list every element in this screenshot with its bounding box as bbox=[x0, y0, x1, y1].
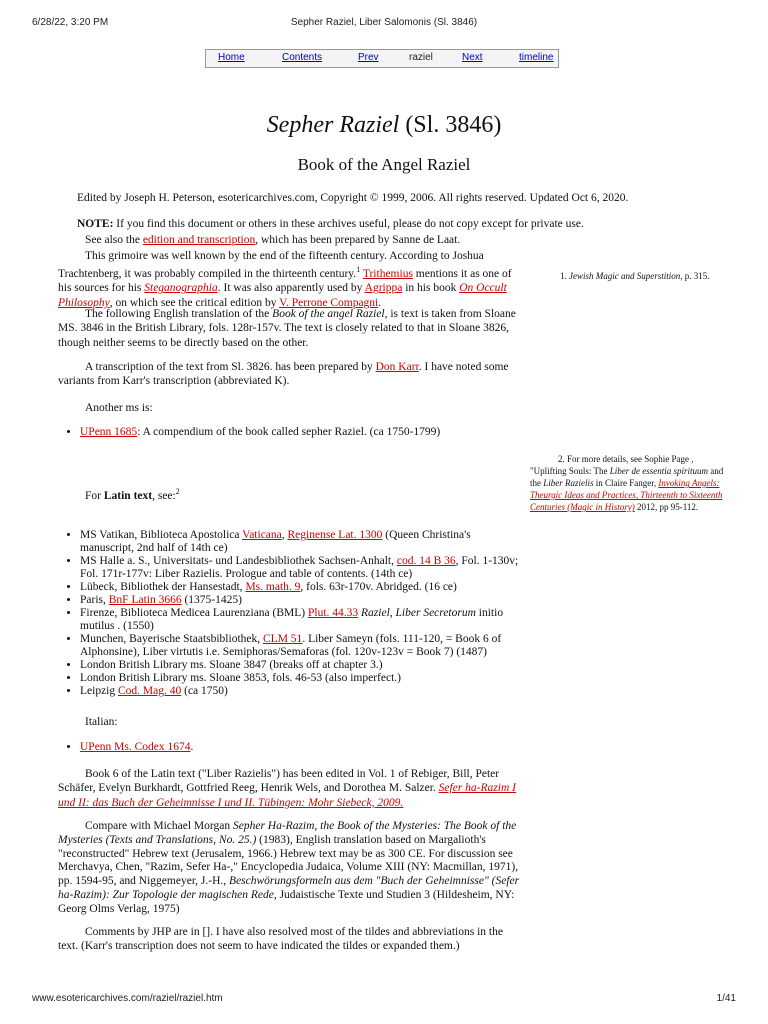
footnote-2 bbox=[530, 453, 730, 513]
translation-italic: Book of the angel Raziel bbox=[272, 308, 385, 320]
nav-prev-link[interactable]: Prev bbox=[358, 52, 379, 63]
trithemius-link[interactable]: Trithemius bbox=[362, 268, 413, 281]
occult-philosophy-link[interactable]: On Occult Philosophy bbox=[58, 282, 507, 309]
upenn-1685-text: : A compendium of the book called sepher Raziel. (ca 1750-1799) bbox=[137, 426, 441, 438]
item-text: London British Library ms. Sloane 3853, fols. 46-53 (also imperfect.) bbox=[80, 672, 401, 684]
footnote-2-text-2: and the bbox=[530, 466, 724, 488]
footnote-2-text-4: 2012, pp 95-112. bbox=[634, 502, 699, 512]
edition-link[interactable]: edition and transcription bbox=[142, 234, 256, 246]
see-also-pre: See also the bbox=[85, 234, 143, 246]
nav-next-link[interactable]: Next bbox=[462, 52, 483, 63]
print-page-number: 1/41 bbox=[716, 993, 736, 1004]
note-text: If you find this document or others in these archives useful, please do not copy except for private use. bbox=[113, 218, 584, 230]
another-ms-label: Another ms is: bbox=[85, 402, 153, 414]
footnote-1-num: 1. bbox=[560, 271, 569, 281]
title-italic: Sepher Raziel bbox=[266, 112, 400, 138]
compare-italic-1: Sepher Ha-Razim, the Book of the Mysteries: The Book of the Mysteries (Texts and Translations, No. 25.) bbox=[58, 820, 517, 846]
latin-heading-post: , see: bbox=[152, 489, 176, 502]
item-text: (ca 1750) bbox=[181, 685, 228, 697]
nav-contents-link[interactable]: Contents bbox=[282, 52, 323, 63]
list-item bbox=[80, 555, 525, 581]
intro-text-3: mentions it as one of his sources for his bbox=[58, 268, 512, 295]
sefer-ha-razim-link[interactable]: Sefer ha-Razim I und II: das Buch der Geheimnisse I und II. Tübingen: Mohr Siebeck, 2009. bbox=[58, 782, 516, 809]
edited-by: Edited by Joseph H. Peterson, esotericarchives.com, Copyright © 1999, 2006. All rights reserved. Updated Oct 6, 2020. bbox=[77, 192, 629, 204]
footnote-ref-2[interactable]: 2 bbox=[175, 487, 180, 496]
see-also-post: , which has been prepared by Sanne de Laat. bbox=[255, 234, 461, 246]
page-subtitle: Book of the Angel Raziel bbox=[297, 155, 471, 174]
book6-paragraph bbox=[58, 767, 523, 810]
item-text: Lübeck, Bibliothek der Hansestadt, bbox=[80, 581, 246, 593]
see-also-line bbox=[85, 233, 645, 248]
item-text: Paris, bbox=[80, 594, 109, 606]
item-text: Munchen, Bayerische Staatsbibliothek, bbox=[80, 633, 264, 645]
list-item bbox=[80, 529, 525, 555]
latin-manuscript-list bbox=[58, 529, 525, 698]
nav-current-page: raziel bbox=[409, 52, 433, 63]
transcription-text-1: A transcription of the text from Sl. 3826. has been prepared by bbox=[85, 361, 376, 373]
comments-paragraph: Comments by JHP are in []. I have also resolved most of the tildes and abbreviations in the text. (Karr's transcription does not seem to have indicated the tildes or expanded them.) bbox=[58, 926, 503, 953]
note-line bbox=[77, 217, 677, 232]
item-text: (Queen Christina's manuscript, 2nd half of 14th ce) bbox=[80, 529, 471, 554]
nav-home-link[interactable]: Home bbox=[218, 52, 245, 63]
translation-text-1: The following English translation of the bbox=[85, 308, 273, 320]
translation-paragraph bbox=[58, 307, 523, 350]
footnote-1 bbox=[560, 270, 750, 282]
intro-text-4: . It was also apparently used by bbox=[217, 282, 365, 295]
steganographia-link[interactable]: Steganographia bbox=[144, 282, 218, 295]
list-item bbox=[80, 633, 525, 659]
note-label: NOTE: bbox=[77, 218, 114, 230]
page-title bbox=[0, 112, 768, 139]
upenn-1685-link[interactable]: UPenn 1685 bbox=[80, 426, 138, 438]
don-karr-link[interactable]: Don Karr bbox=[375, 361, 419, 373]
list-item bbox=[80, 685, 525, 698]
footnote-2-italic-1: Liber de essentia spirituum bbox=[609, 466, 709, 476]
vaticana-link[interactable]: Vaticana bbox=[242, 529, 282, 541]
clm-51-link[interactable]: CLM 51 bbox=[263, 633, 303, 645]
compare-text-3: , Judaistische Texte und Studien 3 (Hildesheim, NY: Georg Olms Verlag, 1975) bbox=[58, 888, 515, 915]
upenn-list bbox=[58, 426, 525, 439]
item-text: (1375-1425) bbox=[181, 594, 242, 606]
cod-14b36-link[interactable]: cod. 14 B 36 bbox=[396, 555, 456, 567]
transcription-text-2: . I have noted some variants from Karr's transcription (abbreviated K). bbox=[58, 361, 509, 388]
intro-paragraph bbox=[58, 249, 523, 310]
item-text: . Liber Sameyn (fols. 111-120, = Book 6 of Alphonsine), Liber virtutis i.e. Semiphoras/Semaforas (fol. 120v-123v = Book 7) (1487) bbox=[80, 633, 502, 658]
latin-heading-pre: For bbox=[85, 489, 104, 502]
print-url: www.esotericarchives.com/raziel/raziel.htm bbox=[32, 993, 223, 1004]
compare-text-2: (1983), English translation based on Margalioth's "reconstructed" Hebrew text (Jerusalem, 1966.) Hebrew text may be as 300 CE. For discussion see Merchavya, Chen, "Razim, Sefer Ha-," Encyclopedia Judaica, Volume XIII (NY: Macmillan, 1971), pp. 1594-95, and Niggemeyer, J.-H., bbox=[58, 833, 519, 888]
compare-paragraph bbox=[58, 820, 523, 917]
reginense-link[interactable]: Reginense Lat. 1300 bbox=[287, 529, 383, 541]
perrone-compagni-link[interactable]: V. Perrone Compagni bbox=[279, 296, 379, 309]
intro-text-1: This grimoire was well known by the end of the fifteenth century. According to Joshua Trachtenberg, it was probably compiled in the thirteenth century. bbox=[58, 250, 484, 281]
list-item bbox=[80, 594, 525, 607]
footnote-ref-1[interactable]: 1 bbox=[356, 265, 361, 275]
compare-text-1: Compare with Michael Morgan bbox=[85, 820, 233, 832]
italian-label: Italian: bbox=[85, 716, 118, 728]
item-text: London British Library ms. Sloane 3847 (breaks off at chapter 3.) bbox=[80, 659, 383, 671]
footnote-1-italic: Jewish Magic and Superstition bbox=[569, 271, 681, 281]
upenn-codex-1674-link[interactable]: UPenn Ms. Codex 1674 bbox=[80, 741, 191, 753]
print-doc-title: Sepher Raziel, Liber Salomonis (Sl. 3846) bbox=[290, 17, 478, 28]
book6-text: Book 6 of the Latin text ("Liber Razielis") has been edited in Vol. 1 of Rebiger, Bill, Peter Schäfer, Evelyn Burkhardt, Gottfried Reeg, Henrik Wels, and Dorothea M. Salzer. bbox=[58, 768, 500, 795]
print-datetime: 6/28/22, 3:20 PM bbox=[32, 17, 109, 28]
item-text: , Fol. 1-130v; Fol. 171r-177v: Liber Razielis. Prologue and table of contents. (14th ce) bbox=[80, 555, 519, 580]
cod-mag-40-link[interactable]: Cod. Mag. 40 bbox=[118, 685, 182, 697]
italian-list bbox=[58, 741, 525, 754]
list-item bbox=[80, 659, 525, 672]
latin-heading-bold: Latin text bbox=[103, 489, 153, 502]
item-italic: Raziel, Liber Secretorum bbox=[358, 607, 476, 619]
list-item bbox=[80, 426, 525, 439]
ms-math-9-link[interactable]: Ms. math. 9 bbox=[245, 581, 301, 593]
footnote-2-text-1: 2. For more details, see Sophie Page , "Uplifting Souls: The bbox=[530, 454, 694, 476]
list-item bbox=[80, 607, 525, 633]
footnote-2-text-3: in Claire Fanger, bbox=[593, 478, 659, 488]
nav-timeline-link[interactable]: timeline bbox=[519, 52, 554, 63]
intro-text-7: . bbox=[378, 296, 382, 309]
bnf-latin-3666-link[interactable]: BnF Latin 3666 bbox=[108, 594, 182, 606]
plut-44-33-link[interactable]: Plut. 44.33 bbox=[307, 607, 359, 619]
item-separator: , bbox=[281, 529, 288, 541]
invoking-angels-link[interactable]: Invoking Angels: Theurgic Ideas and Practices, Thirteenth to Sixteenth Centuries (Magic in History) bbox=[530, 478, 723, 512]
footnote-1-post: , p. 315. bbox=[680, 271, 710, 281]
nav-bar bbox=[205, 49, 559, 68]
intro-text-6: , on which see the critical edition by bbox=[109, 296, 280, 309]
intro-text-5: in his book bbox=[402, 282, 460, 295]
item-text: Firenze, Biblioteca Medicea Laurenziana (BML) bbox=[80, 607, 308, 619]
list-item bbox=[80, 672, 525, 685]
item-text: initio mutilus . (1550) bbox=[80, 607, 504, 632]
agrippa-link[interactable]: Agrippa bbox=[364, 282, 403, 295]
compare-italic-2: Beschwörungsformeln aus dem "Buch der Geheimnisse" (Sefer ha-Razim): Zur Topologie der magischen Rede bbox=[58, 875, 520, 901]
list-item bbox=[80, 581, 525, 594]
item-text: . bbox=[190, 741, 194, 753]
item-text: , fols. 63r-170v. Abridged. (16 ce) bbox=[300, 581, 457, 593]
title-rest: (Sl. 3846) bbox=[399, 112, 502, 138]
transcription-paragraph bbox=[58, 360, 523, 389]
item-text: Leipzig bbox=[80, 685, 118, 697]
item-text: MS Vatikan, Biblioteca Apostolica bbox=[80, 529, 243, 541]
list-item bbox=[80, 741, 525, 754]
translation-text-2: , is text is taken from Sloane MS. 3846 in the British Library, fols. 128r-157v. The text is closely related to that in Sloane 3826, though neither seems to be directly based on the other. bbox=[58, 308, 516, 349]
footnote-2-italic-2: Liber Razielis bbox=[543, 478, 594, 488]
item-text: MS Halle a. S., Universitats- und Landesbibliothek Sachsen-Anhalt, bbox=[80, 555, 397, 567]
latin-heading bbox=[85, 484, 555, 504]
